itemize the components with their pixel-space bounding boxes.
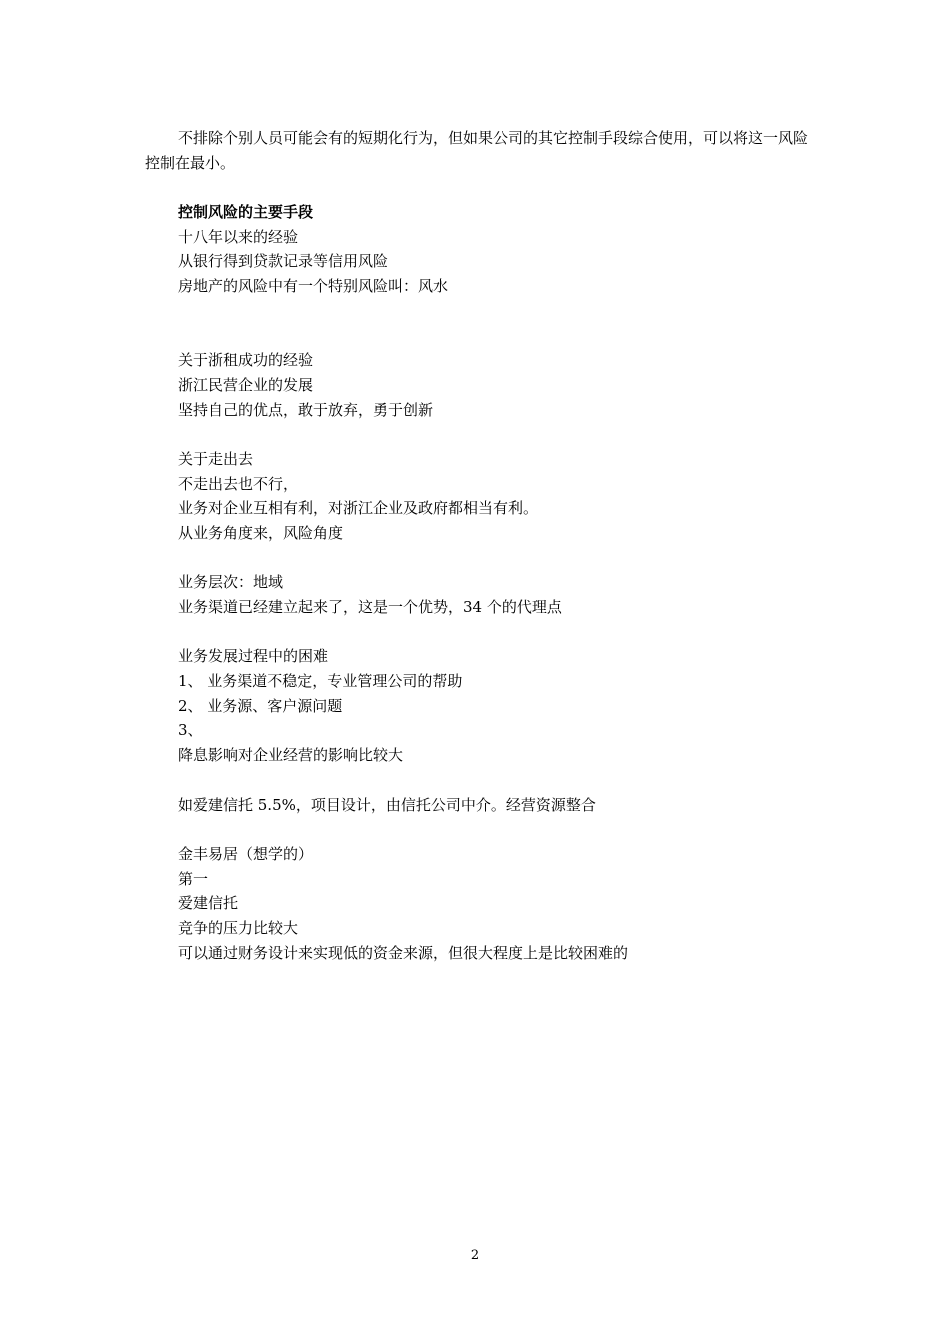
blank-line xyxy=(178,768,818,793)
text-line: 如爱建信托 5.5%，项目设计，由信托公司中介。经营资源整合 xyxy=(178,795,596,814)
blank-line xyxy=(178,299,818,324)
text-line: 可以通过财务设计来实现低的资金来源，但很大程度上是比较困难的 xyxy=(178,943,629,962)
blank-line xyxy=(178,620,818,645)
text-line: 浙江民营企业的发展 xyxy=(178,375,314,394)
text-line: 降息影响对企业经营的影响比较大 xyxy=(178,746,404,765)
text-line: 3、 xyxy=(178,721,203,740)
text-line: 金丰易居（想学的） xyxy=(178,844,314,863)
text-line: 第一 xyxy=(178,869,209,888)
section-heading: 控制风险的主要手段 xyxy=(178,203,314,221)
intro-paragraph: 不排除个别人员可能会有的短期化行为，但如果公司的其它控制手段综合使用，可以将这一风险控制在最小。 xyxy=(145,129,809,172)
text-line: 2、 业务源、客户源问题 xyxy=(178,696,343,715)
text-line: 爱建信托 xyxy=(178,894,239,913)
text-line: 关于走出去 xyxy=(178,449,254,468)
text-line: 坚持自己的优点，敢于放弃，勇于创新 xyxy=(178,400,434,419)
text-line: 关于浙租成功的经验 xyxy=(178,351,314,370)
text-line: 不走出去也不行， xyxy=(178,474,299,493)
text-line: 业务发展过程中的困难 xyxy=(178,647,329,666)
blank-line xyxy=(178,546,818,571)
blank-line xyxy=(178,323,818,348)
text-line: 业务层次：地域 xyxy=(178,573,284,592)
text-line: 房地产的风险中有一个特别风险叫：风水 xyxy=(178,277,449,296)
blank-line xyxy=(178,817,818,842)
text-line: 1、 业务渠道不稳定，专业管理公司的帮助 xyxy=(178,672,463,691)
text-line: 从银行得到贷款记录等信用风险 xyxy=(178,252,389,271)
page-number: 2 xyxy=(470,1248,480,1263)
blank-line xyxy=(178,422,818,447)
text-line: 十八年以来的经验 xyxy=(178,227,299,246)
text-line: 从业务角度来，风险角度 xyxy=(178,523,344,542)
text-line: 业务渠道已经建立起来了，这是一个优势，34 个的代理点 xyxy=(178,598,562,616)
text-line: 竞争的压力比较大 xyxy=(178,918,299,937)
body-lines xyxy=(178,200,818,965)
text-line: 业务对企业互相有利，对浙江企业及政府都相当有利。 xyxy=(178,499,539,518)
